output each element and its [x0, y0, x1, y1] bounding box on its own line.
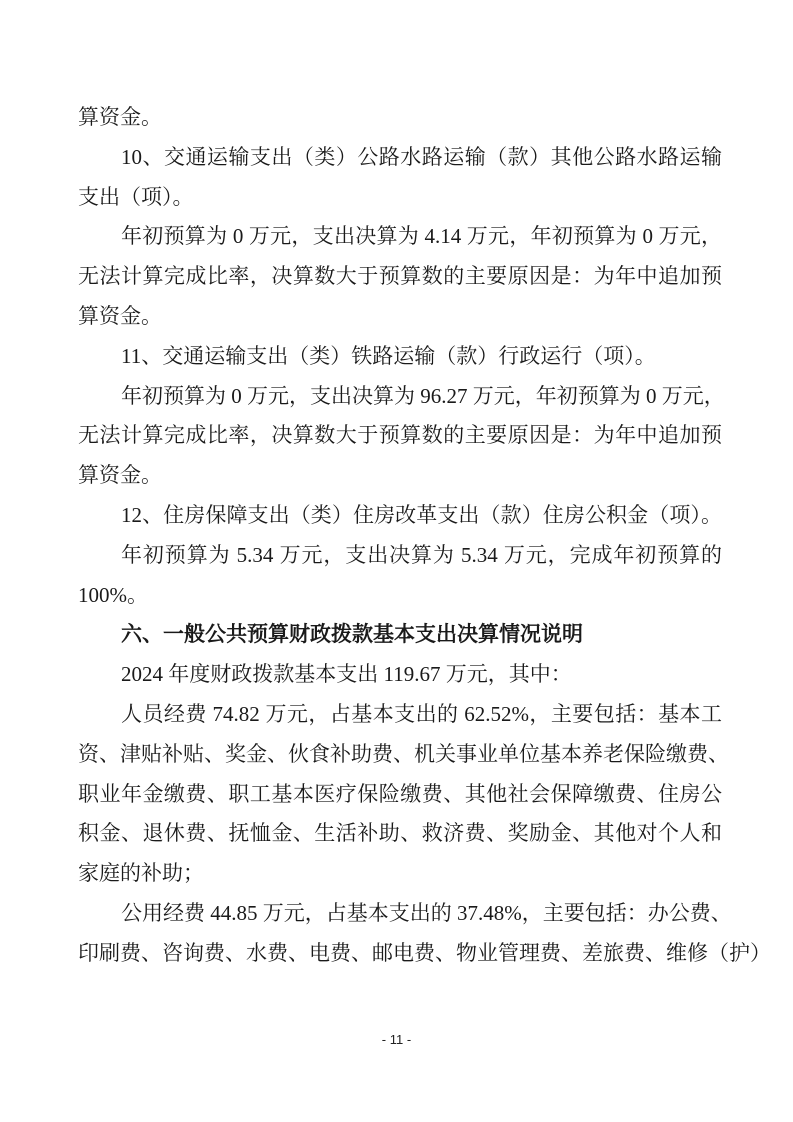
- text-line: 算资金。: [78, 463, 162, 488]
- item-heading-11: 11、交通运输支出（类）铁路运输（款）行政运行（项）。: [121, 343, 656, 368]
- page-number: - 11 -: [381, 1032, 412, 1047]
- text-line: 印刷费、咨询费、水费、电费、邮电费、物业管理费、差旅费、维修（护）: [78, 940, 771, 965]
- text-line: 职业年金缴费、职工基本医疗保险缴费、其他社会保障缴费、住房公: [78, 781, 722, 806]
- text-line: 积金、退休费、抚恤金、生活补助、救济费、奖励金、其他对个人和: [78, 821, 722, 846]
- item-heading-12: 12、住房保障支出（类）住房改革支出（款）住房公积金（项）。: [121, 502, 722, 527]
- section-heading: 六、一般公共预算财政拨款基本支出决算情况说明: [121, 622, 583, 647]
- text-line: 无法计算完成比率，决算数大于预算数的主要原因是：为年中追加预: [78, 423, 722, 448]
- text-line: 算资金。: [78, 303, 162, 328]
- text-line: 支出（项）。: [78, 184, 194, 209]
- text-line: 人员经费 74.82 万元，占基本支出的 62.52%，主要包括：基本工: [121, 701, 722, 726]
- text-line: 资、津贴补贴、奖金、伙食补助费、机关事业单位基本养老保险缴费、: [78, 741, 729, 766]
- text-line: 无法计算完成比率，决算数大于预算数的主要原因是：为年中追加预: [78, 264, 722, 289]
- text-line: 年初预算为 5.34 万元，支出决算为 5.34 万元，完成年初预算的: [121, 542, 722, 567]
- text-line: 公用经费 44.85 万元，占基本支出的 37.48%，主要包括：办公费、: [121, 900, 732, 925]
- text-line: 年初预算为 0 万元，支出决算为 96.27 万元，年初预算为 0 万元，: [121, 383, 725, 408]
- text-line: 家庭的补助；: [78, 861, 204, 886]
- item-heading-10: 10、交通运输支出（类）公路水路运输（款）其他公路水路运输: [121, 144, 722, 169]
- text-line: 年初预算为 0 万元，支出决算为 4.14 万元，年初预算为 0 万元，: [121, 224, 722, 249]
- text-line: 算资金。: [78, 105, 162, 129]
- text-line: 100%。: [78, 582, 148, 607]
- text-line: 2024 年度财政拨款基本支出 119.67 万元，其中：: [121, 662, 572, 687]
- document-body: [78, 98, 771, 974]
